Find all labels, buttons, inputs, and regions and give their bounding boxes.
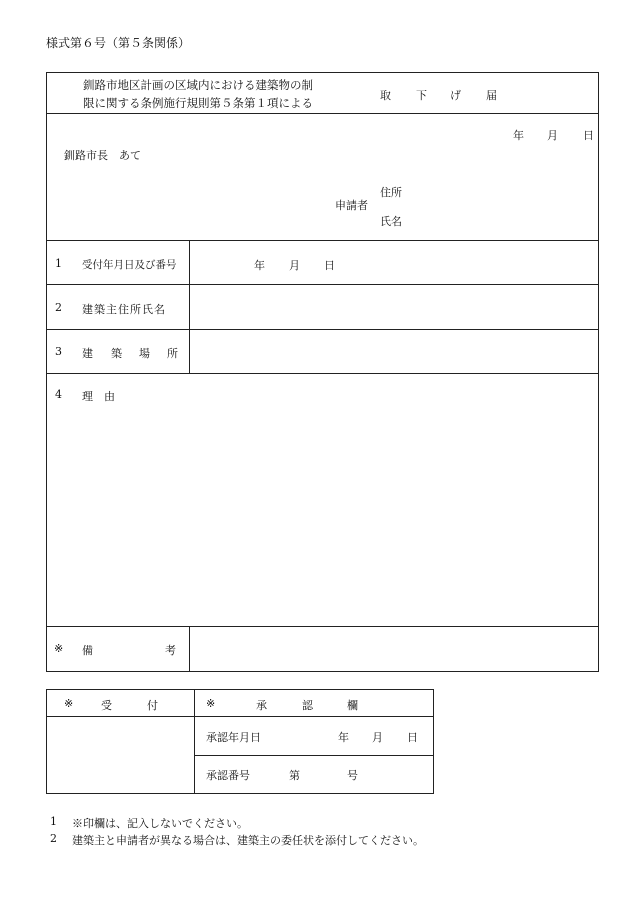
approval-day-label: 日 [407,731,418,744]
divider-applicant [46,240,599,241]
applicant-label: 申請者 [335,199,368,212]
addressee: 釧路市長 あて [64,149,141,162]
reception-month-label: 月 [289,259,300,272]
doc-type-char-2: 下 [416,89,427,102]
divider-row1 [46,284,599,285]
approval-char-3: 欄 [347,699,358,712]
doc-type-char-3: げ [450,89,461,102]
doc-type-char-1: 取 [380,89,391,102]
reception-year-label: 年 [254,259,265,272]
reception-mark: ※ [64,697,74,710]
divider-row3 [46,373,599,374]
form-number: 様式第６号（第５条関係） [46,36,191,50]
doc-type-char-4: 届 [486,89,497,102]
title-line-1: 釧路市地区計画の区域内における建築物の制 [83,78,313,92]
remarks-label-char-2: 考 [165,644,176,657]
divider-reason [46,626,599,627]
office-column-divider [194,689,195,794]
row3-label-char-2: 築 [111,347,122,360]
divider-header [46,113,599,114]
office-header-divider [46,716,434,717]
applicant-name-label: 氏名 [380,215,402,228]
approval-year-label: 年 [338,731,349,744]
row3-label-char-3: 場 [139,347,150,360]
note-1-number: 1 [50,815,57,828]
row2-number: 2 [55,301,62,314]
title-line-2: 限に関する条例施行規則第５条第１項による [83,96,313,110]
approval-char-2: 認 [302,699,313,712]
column-divider-rows [189,240,190,373]
approval-char-1: 承 [256,699,267,712]
approval-row-divider [194,755,434,756]
row4-number: 4 [55,388,62,401]
reception-char-2: 付 [147,699,158,712]
row3-number: 3 [55,345,62,358]
note-2-number: 2 [50,832,57,845]
row1-number: 1 [55,257,62,270]
remarks-label-char-1: 備 [82,644,93,657]
remarks-mark: ※ [54,642,64,655]
approval-month-label: 月 [372,731,383,744]
divider-row2 [46,329,599,330]
note-1-text: ※印欄は、記入しないでください。 [72,817,248,830]
reception-char-1: 受 [101,699,112,712]
submission-month-label: 月 [547,129,558,142]
approval-mark: ※ [206,697,216,710]
approval-number-label: 承認番号 [206,769,250,782]
row3-label-char-4: 所 [167,347,178,360]
column-divider-remarks [189,626,190,672]
row1-label: 受付年月日及び番号 [82,259,177,271]
submission-year-label: 年 [513,129,524,142]
row4-label: 理 由 [82,390,115,403]
submission-day-label: 日 [583,129,594,142]
approval-date-label: 承認年月日 [206,731,261,744]
approval-number-go: 号 [347,769,358,782]
note-2-text: 建築主と申請者が異なる場合は、建築主の委任状を添付してください。 [72,834,424,847]
approval-number-dai: 第 [289,769,300,782]
reception-day-label: 日 [324,259,335,272]
row2-label: 建築主住所氏名 [82,303,166,316]
row3-label-char-1: 建 [82,347,93,360]
applicant-address-label: 住所 [380,186,402,199]
